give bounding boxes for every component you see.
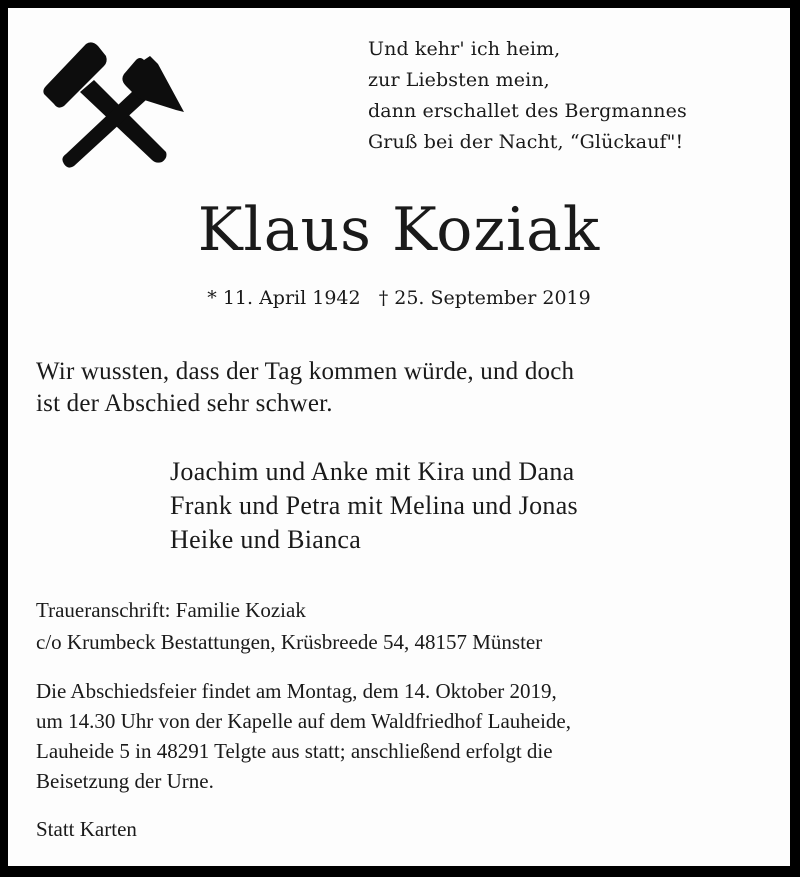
mourners-list: [170, 455, 578, 557]
verse: [368, 34, 687, 158]
birth-date: * 11. April 1942: [207, 287, 361, 309]
hammer-and-pick-icon: [38, 34, 188, 169]
ceremony-line: Lauheide 5 in 48291 Telgte aus statt; anschließend erfolgt die: [36, 739, 553, 763]
verse-line: Gruß bei der Nacht, “Glückauf"!: [368, 131, 684, 153]
ceremony-line: um 14.30 Uhr von der Kapelle auf dem Waldfriedhof Lauheide,: [36, 709, 571, 733]
lead-line: ist der Abschied sehr schwer.: [36, 390, 333, 417]
closing-note: Statt Karten: [36, 817, 137, 841]
verse-line: Und kehr' ich heim,: [368, 38, 561, 60]
verse-line: dann erschallet des Bergmannes: [368, 100, 687, 122]
verse-line: zur Liebsten mein,: [368, 69, 550, 91]
mourner-line: Joachim und Anke mit Kira und Dana: [170, 457, 575, 486]
ceremony-line: Die Abschiedsfeier findet am Montag, dem 14. Oktober 2019,: [36, 679, 557, 703]
mourner-line: Frank und Petra mit Melina und Jonas: [170, 491, 578, 520]
life-dates: [8, 285, 790, 311]
mourner-line: Heike und Bianca: [170, 525, 362, 554]
deceased-name: Klaus Koziak: [197, 195, 601, 265]
death-date: † 25. September 2019: [378, 287, 591, 309]
ceremony-details: [36, 676, 571, 796]
obituary-notice: [8, 8, 790, 866]
address-line: Traueranschrift: Familie Koziak: [36, 598, 306, 622]
mourning-address: [36, 594, 542, 658]
lead-line: Wir wussten, dass der Tag kommen würde, und doch: [36, 358, 575, 385]
address-line: c/o Krumbeck Bestattungen, Krüsbreede 54, 48157 Münster: [36, 630, 543, 654]
ceremony-line: Beisetzung der Urne.: [36, 769, 214, 793]
lead-text: [36, 356, 574, 420]
